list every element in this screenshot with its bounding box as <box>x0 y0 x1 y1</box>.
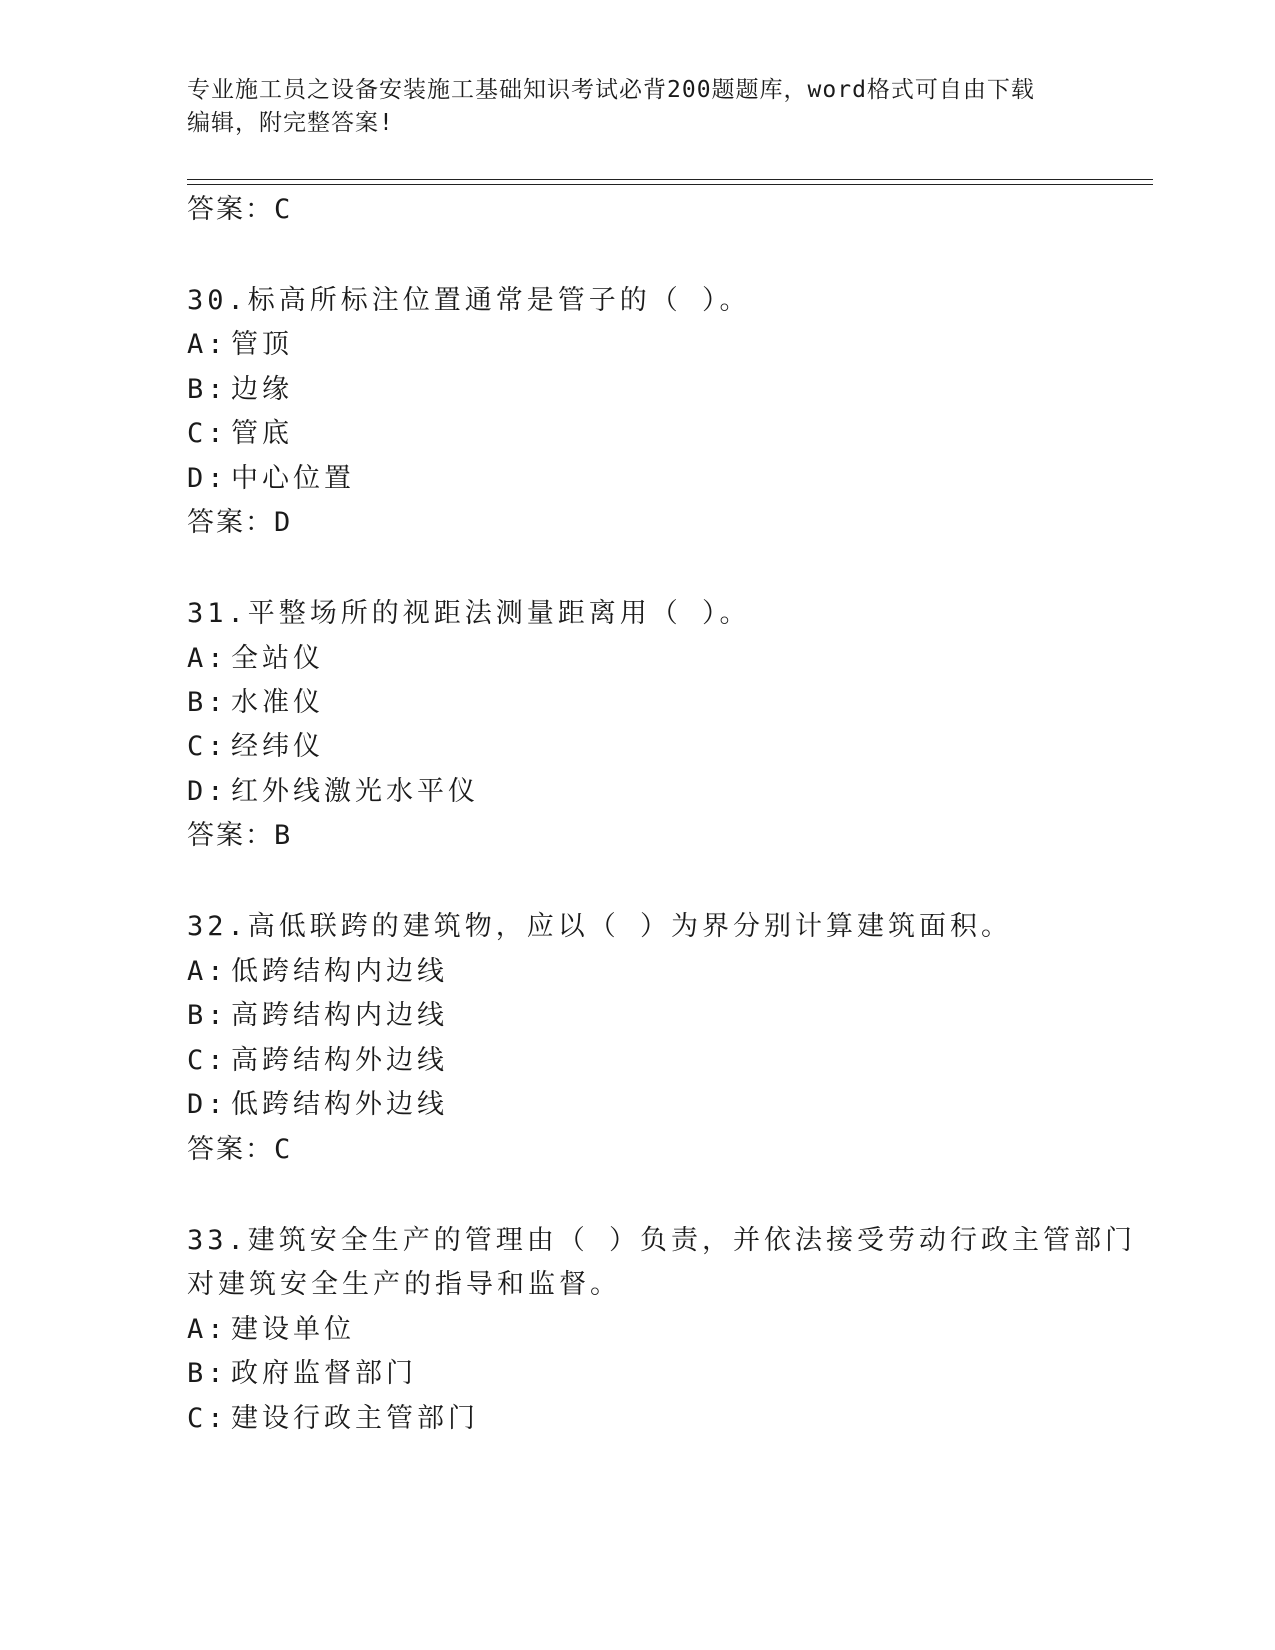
question-30-option-b <box>187 372 293 408</box>
question-33-option-c <box>187 1401 479 1437</box>
question-33-option-b <box>187 1356 417 1392</box>
option-text: 全站仪 <box>231 643 324 674</box>
option-letter: B: <box>187 374 228 405</box>
question-31-option-b <box>187 685 324 721</box>
question-30-stem: 30.标高所标注位置通常是管子的（ ）。 <box>187 285 751 316</box>
header-divider-top <box>187 179 1153 180</box>
question-33-stem-line-1: 33.建筑安全生产的管理由（ ）负责，并依法接受劳动行政主管部门 <box>187 1225 1137 1256</box>
question-31-option-a <box>187 641 324 677</box>
option-text: 低跨结构内边线 <box>231 956 448 987</box>
header-line-1: 专业施工员之设备安装施工基础知识考试必背200题题库，word格式可自由下载 <box>187 77 1035 103</box>
option-letter: A: <box>187 643 228 674</box>
option-letter: B: <box>187 1000 228 1031</box>
option-letter: A: <box>187 956 228 987</box>
option-letter: D: <box>187 463 228 494</box>
option-text: 高跨结构外边线 <box>231 1045 448 1076</box>
question-31-option-c <box>187 729 324 765</box>
question-31-option-d <box>187 774 479 810</box>
question-32-option-c <box>187 1043 448 1079</box>
option-letter: D: <box>187 1089 228 1120</box>
option-text: 管顶 <box>231 329 293 360</box>
option-text: 建设单位 <box>231 1314 355 1345</box>
question-32-option-b <box>187 998 448 1034</box>
question-30-option-d <box>187 461 355 497</box>
question-33-stem-line-2: 对建筑安全生产的指导和监督。 <box>187 1269 621 1300</box>
option-text: 建设行政主管部门 <box>231 1403 479 1434</box>
question-31-stem: 31.平整场所的视距法测量距离用（ ）。 <box>187 598 751 629</box>
option-text: 红外线激光水平仪 <box>231 776 479 807</box>
option-letter: B: <box>187 687 228 718</box>
option-text: 低跨结构外边线 <box>231 1089 448 1120</box>
option-letter: B: <box>187 1358 228 1389</box>
option-letter: C: <box>187 1403 228 1434</box>
option-letter: C: <box>187 731 228 762</box>
option-letter: C: <box>187 418 228 449</box>
option-letter: A: <box>187 329 228 360</box>
question-32-option-d <box>187 1087 448 1123</box>
option-letter: D: <box>187 776 228 807</box>
option-text: 高跨结构内边线 <box>231 1000 448 1031</box>
question-32-stem: 32.高低联跨的建筑物，应以（ ）为界分别计算建筑面积。 <box>187 911 1013 942</box>
question-32-option-a <box>187 954 448 990</box>
option-text: 管底 <box>231 418 293 449</box>
option-text: 边缘 <box>231 374 293 405</box>
option-text: 水准仪 <box>231 687 324 718</box>
header-line-2: 编辑，附完整答案! <box>187 110 394 136</box>
document-header <box>187 74 1087 140</box>
question-32-answer: 答案：C <box>187 1134 293 1165</box>
question-30-option-a <box>187 327 293 363</box>
option-letter: C: <box>187 1045 228 1076</box>
previous-answer: 答案：C <box>187 194 293 225</box>
option-letter: A: <box>187 1314 228 1345</box>
option-text: 政府监督部门 <box>231 1358 417 1389</box>
option-text: 经纬仪 <box>231 731 324 762</box>
question-33-option-a <box>187 1312 355 1348</box>
question-30-answer: 答案：D <box>187 507 293 538</box>
question-30-option-c <box>187 416 293 452</box>
header-divider-bottom <box>187 184 1153 185</box>
question-31-answer: 答案：B <box>187 820 293 851</box>
option-text: 中心位置 <box>231 463 355 494</box>
